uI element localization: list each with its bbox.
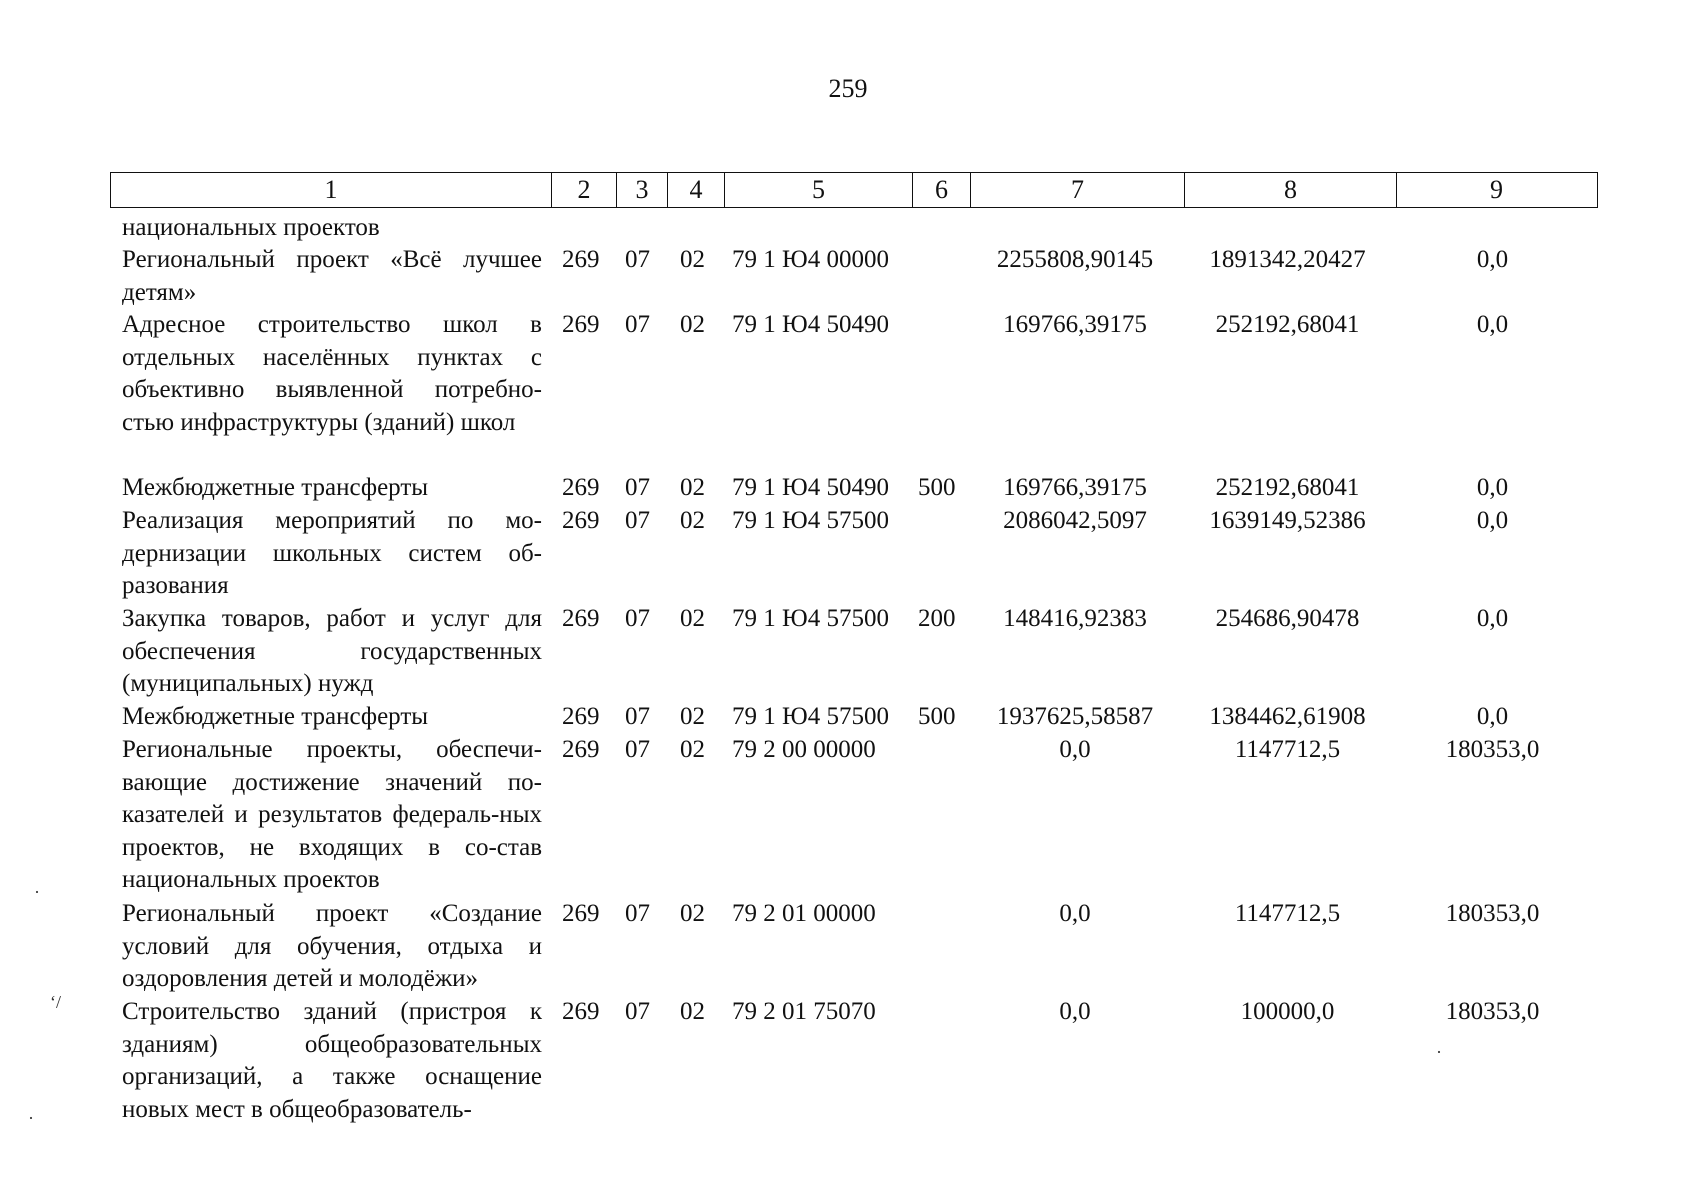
row-col-2: 269 [562, 703, 600, 730]
row-col-3: 07 [625, 736, 650, 763]
row-name: Межбюджетные трансферты [122, 474, 429, 501]
row-col-8: 1147712,5 [1234, 900, 1341, 927]
row-col-4: 02 [680, 998, 705, 1025]
row-col-8: 252192,68041 [1215, 311, 1360, 338]
row-col-5: 79 2 01 75070 [732, 998, 876, 1025]
row-col-5: 79 1 Ю4 00000 [732, 246, 889, 273]
row-col-7: 0,0 [1059, 900, 1091, 927]
row-name: Строительство зданий (пристроя к зданиям) общеобразовательных организаций, а также оснащение новых мест в общеобразователь- [122, 998, 542, 1123]
row-col-2: 269 [562, 736, 600, 763]
row-col-7: 2086042,5097 [1003, 507, 1147, 534]
row-col-8: 1891342,20427 [1209, 246, 1366, 273]
row-col-8: 100000,0 [1240, 998, 1335, 1025]
scan-speck: · [1436, 1042, 1442, 1062]
row-col-6: 500 [918, 474, 956, 501]
page-number: 259 [828, 74, 868, 103]
row-col-4: 02 [680, 736, 705, 763]
row-col-7: 0,0 [1059, 736, 1091, 763]
row-col-7: 1937625,58587 [996, 703, 1154, 730]
row-col-4: 02 [680, 311, 705, 338]
row-col-9: 0,0 [1476, 703, 1509, 730]
header-col-8: 8 [1185, 173, 1397, 207]
row-col-3: 07 [625, 246, 650, 273]
row-col-4: 02 [680, 474, 705, 501]
header-col-7: 7 [971, 173, 1185, 207]
row-col-5: 79 1 Ю4 57500 [732, 703, 889, 730]
scan-speck: · [28, 1108, 34, 1128]
row-col-5: 79 2 01 00000 [732, 900, 876, 927]
row-col-9: 0,0 [1476, 311, 1509, 338]
row-col-9: 0,0 [1476, 605, 1509, 632]
row-col-5: 79 2 00 00000 [732, 736, 876, 763]
header-col-9: 9 [1490, 175, 1503, 204]
row-col-8: 1384462,61908 [1209, 703, 1366, 730]
row-col-4: 02 [680, 900, 705, 927]
header-col-1: 1 [111, 173, 552, 207]
row-name: Региональные проекты, обеспечи-вающие достижение значений по-казателей и результатов федераль-ных проектов, не входящих в со-став национальных проектов [122, 736, 542, 893]
row-col-9: 180353,0 [1445, 900, 1540, 927]
row-col-9: 180353,0 [1445, 736, 1540, 763]
row-col-3: 07 [625, 900, 650, 927]
row-col-2: 269 [562, 246, 600, 273]
row-col-9: 0,0 [1476, 507, 1509, 534]
row-name: Межбюджетные трансферты [122, 703, 429, 730]
row-col-5: 79 1 Ю4 50490 [732, 311, 889, 338]
row-col-7: 148416,92383 [1003, 605, 1147, 632]
row-col-3: 07 [625, 605, 650, 632]
row-col-9: 0,0 [1476, 474, 1509, 501]
header-col-3: 3 [617, 173, 668, 207]
row-col-3: 07 [625, 311, 650, 338]
row-col-9: 0,0 [1476, 246, 1509, 273]
row-col-3: 07 [625, 474, 650, 501]
row-col-4: 02 [680, 507, 705, 534]
row-col-7: 169766,39175 [1003, 474, 1147, 501]
row-name: Реализация мероприятий по мо-дернизации школьных систем об-разования [122, 507, 542, 599]
row-col-8: 252192,68041 [1215, 474, 1360, 501]
scan-speck: · [34, 882, 40, 902]
row-col-6: 200 [918, 605, 956, 632]
row-col-9: 180353,0 [1445, 998, 1540, 1025]
row-col-4: 02 [680, 703, 705, 730]
row-col-8: 1639149,52386 [1209, 507, 1366, 534]
row-name: Региональный проект «Создание условий для обучения, отдыха и оздоровления детей и молодёжи» [122, 900, 542, 992]
row-col-5: 79 1 Ю4 57500 [732, 507, 889, 534]
row-col-4: 02 [680, 246, 705, 273]
row-col-2: 269 [562, 474, 600, 501]
header-col-4: 4 [668, 173, 725, 207]
row-name: Закупка товаров, работ и услуг для обеспечения государственных (муниципальных) нужд [122, 605, 542, 697]
row-col-5: 79 1 Ю4 57500 [732, 605, 889, 632]
row-col-2: 269 [562, 998, 600, 1025]
row-col-3: 07 [625, 507, 650, 534]
row-col-7: 169766,39175 [1003, 311, 1147, 338]
row-col-8: 254686,90478 [1215, 605, 1360, 632]
row-col-2: 269 [562, 605, 600, 632]
scan-mark: ‘/ [50, 992, 61, 1012]
continuation-text: национальных проектов [122, 214, 380, 241]
row-col-2: 269 [562, 311, 600, 338]
row-name: Региональный проект «Всё лучшее детям» [122, 246, 542, 306]
row-col-4: 02 [680, 605, 705, 632]
row-col-2: 269 [562, 900, 600, 927]
row-col-7: 0,0 [1059, 998, 1091, 1025]
row-col-5: 79 1 Ю4 50490 [732, 474, 889, 501]
row-col-3: 07 [625, 703, 650, 730]
header-col-5: 5 [725, 173, 913, 207]
row-col-2: 269 [562, 507, 600, 534]
header-col-2: 2 [552, 173, 617, 207]
row-col-3: 07 [625, 998, 650, 1025]
header-col-6: 6 [913, 173, 971, 207]
row-col-8: 1147712,5 [1234, 736, 1341, 763]
row-name: Адресное строительство школ в отдельных населённых пунктах с объективно выявленной потребно-стью инфраструктуры (зданий) школ [122, 311, 542, 436]
row-col-7: 2255808,90145 [996, 246, 1154, 273]
row-col-6: 500 [918, 703, 956, 730]
